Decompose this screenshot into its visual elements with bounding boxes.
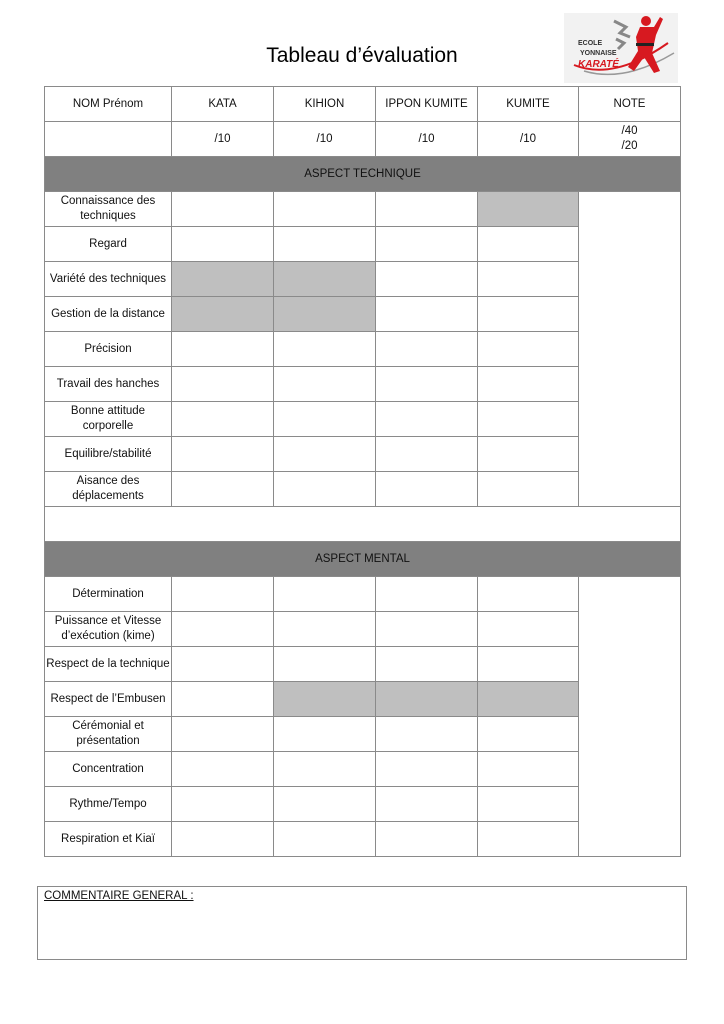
- name-input-cell[interactable]: [45, 122, 172, 157]
- score-cell-kihion[interactable]: [274, 577, 376, 612]
- score-cell-kata[interactable]: [172, 647, 274, 682]
- score-cell-kumite[interactable]: [478, 437, 579, 472]
- criterion-label: Travail des hanches: [45, 367, 172, 402]
- score-cell-kata[interactable]: [172, 437, 274, 472]
- score-cell-kihion[interactable]: [274, 472, 376, 507]
- score-cell-disabled-kumite: [478, 192, 579, 227]
- score-cell-kumite[interactable]: [478, 577, 579, 612]
- score-cell-kata[interactable]: [172, 752, 274, 787]
- score-cell-ippon-kumite[interactable]: [376, 192, 478, 227]
- score-cell-kihion[interactable]: [274, 437, 376, 472]
- score-cell-kata[interactable]: [172, 787, 274, 822]
- svg-text:YONNAISE: YONNAISE: [580, 50, 617, 57]
- criterion-label: Equilibre/stabilité: [45, 437, 172, 472]
- header-row: [45, 87, 681, 122]
- header-ippon-kumite: IPPON KUMITE: [376, 87, 478, 122]
- evaluation-table: [44, 86, 681, 857]
- score-cell-disabled-kata: [172, 262, 274, 297]
- score-cell-kumite[interactable]: [478, 787, 579, 822]
- section-note-cell[interactable]: [579, 192, 681, 507]
- note-scale-20: /20: [621, 140, 638, 152]
- criterion-label: Détermination: [45, 577, 172, 612]
- spacer-cell: [45, 507, 681, 542]
- club-logo: [564, 13, 678, 83]
- score-cell-kata[interactable]: [172, 577, 274, 612]
- score-cell-kihion[interactable]: [274, 612, 376, 647]
- scale-kumite: /10: [478, 122, 579, 157]
- criterion-label: Concentration: [45, 752, 172, 787]
- score-cell-kumite[interactable]: [478, 472, 579, 507]
- score-cell-ippon-kumite[interactable]: [376, 367, 478, 402]
- score-cell-kumite[interactable]: [478, 647, 579, 682]
- score-cell-disabled-kata: [172, 297, 274, 332]
- score-cell-kihion[interactable]: [274, 752, 376, 787]
- header-note: NOTE: [579, 87, 681, 122]
- criterion-label: Respect de la technique: [45, 647, 172, 682]
- score-cell-kihion[interactable]: [274, 717, 376, 752]
- score-cell-kata[interactable]: [172, 717, 274, 752]
- scale-ippon-kumite: /10: [376, 122, 478, 157]
- score-cell-kata[interactable]: [172, 192, 274, 227]
- score-cell-ippon-kumite[interactable]: [376, 612, 478, 647]
- score-cell-kihion[interactable]: [274, 647, 376, 682]
- header-kumite: KUMITE: [478, 87, 579, 122]
- score-cell-kata[interactable]: [172, 822, 274, 857]
- score-cell-kata[interactable]: [172, 682, 274, 717]
- score-cell-kihion[interactable]: [274, 787, 376, 822]
- general-comment-box[interactable]: [37, 886, 687, 960]
- spacer-row: [45, 507, 681, 542]
- criterion-label: Précision: [45, 332, 172, 367]
- score-cell-ippon-kumite[interactable]: [376, 437, 478, 472]
- score-cell-ippon-kumite[interactable]: [376, 402, 478, 437]
- score-cell-kihion[interactable]: [274, 367, 376, 402]
- score-cell-kata[interactable]: [172, 402, 274, 437]
- score-cell-kumite[interactable]: [478, 717, 579, 752]
- score-cell-kata[interactable]: [172, 612, 274, 647]
- scale-note: [579, 122, 681, 157]
- score-cell-disabled-ippon-kumite: [376, 682, 478, 717]
- general-comment-label: COMMENTAIRE GENERAL :: [44, 890, 194, 902]
- score-cell-ippon-kumite[interactable]: [376, 297, 478, 332]
- criterion-label: Aisance des déplacements: [45, 472, 172, 507]
- score-cell-kumite[interactable]: [478, 367, 579, 402]
- score-cell-ippon-kumite[interactable]: [376, 822, 478, 857]
- criterion-label: Rythme/Tempo: [45, 787, 172, 822]
- criterion-label: Respect de l’Embusen: [45, 682, 172, 717]
- score-cell-disabled-kihion: [274, 262, 376, 297]
- criterion-label: Bonne attitude corporelle: [45, 402, 172, 437]
- note-scale-40: /40: [621, 125, 638, 137]
- section-header-row: [45, 157, 681, 192]
- section-header-row: [45, 542, 681, 577]
- score-cell-kata[interactable]: [172, 227, 274, 262]
- svg-text:ECOLE: ECOLE: [578, 40, 603, 47]
- page-title: Tableau d’évaluation: [266, 44, 458, 67]
- scale-kata: /10: [172, 122, 274, 157]
- header-kihion: KIHION: [274, 87, 376, 122]
- score-cell-ippon-kumite[interactable]: [376, 787, 478, 822]
- score-cell-kumite[interactable]: [478, 822, 579, 857]
- scale-row: [45, 122, 681, 157]
- score-cell-ippon-kumite[interactable]: [376, 752, 478, 787]
- svg-text:KARATÉ: KARATÉ: [578, 59, 619, 70]
- score-cell-kihion[interactable]: [274, 192, 376, 227]
- section-title: ASPECT MENTAL: [45, 542, 681, 577]
- criterion-label: Regard: [45, 227, 172, 262]
- score-cell-kumite[interactable]: [478, 752, 579, 787]
- header-kata: KATA: [172, 87, 274, 122]
- criterion-row: [45, 192, 681, 227]
- criterion-label: Respiration et Kiaï: [45, 822, 172, 857]
- score-cell-disabled-kumite: [478, 682, 579, 717]
- scale-kihion: /10: [274, 122, 376, 157]
- score-cell-kihion[interactable]: [274, 227, 376, 262]
- score-cell-kumite[interactable]: [478, 227, 579, 262]
- section-title: ASPECT TECHNIQUE: [45, 157, 681, 192]
- score-cell-kata[interactable]: [172, 367, 274, 402]
- score-cell-kihion[interactable]: [274, 402, 376, 437]
- score-cell-kihion[interactable]: [274, 332, 376, 367]
- karate-logo-icon: [564, 13, 678, 83]
- score-cell-kumite[interactable]: [478, 612, 579, 647]
- criterion-label: Cérémonial et présentation: [45, 717, 172, 752]
- score-cell-disabled-kihion: [274, 297, 376, 332]
- criterion-label: Puissance et Vitesse d’exécution (kime): [45, 612, 172, 647]
- header-nom-prenom: NOM Prénom: [45, 87, 172, 122]
- score-cell-kumite[interactable]: [478, 262, 579, 297]
- score-cell-ippon-kumite[interactable]: [376, 332, 478, 367]
- criterion-row: [45, 577, 681, 612]
- score-cell-kata[interactable]: [172, 472, 274, 507]
- score-cell-kumite[interactable]: [478, 297, 579, 332]
- score-cell-disabled-kihion: [274, 682, 376, 717]
- criterion-label: Gestion de la distance: [45, 297, 172, 332]
- score-cell-kata[interactable]: [172, 332, 274, 367]
- score-cell-ippon-kumite[interactable]: [376, 577, 478, 612]
- score-cell-ippon-kumite[interactable]: [376, 647, 478, 682]
- section-note-cell[interactable]: [579, 577, 681, 857]
- score-cell-kumite[interactable]: [478, 402, 579, 437]
- score-cell-kumite[interactable]: [478, 332, 579, 367]
- criterion-label: Connaissance des techniques: [45, 192, 172, 227]
- criterion-label: Variété des techniques: [45, 262, 172, 297]
- score-cell-ippon-kumite[interactable]: [376, 227, 478, 262]
- score-cell-ippon-kumite[interactable]: [376, 472, 478, 507]
- score-cell-kihion[interactable]: [274, 822, 376, 857]
- score-cell-ippon-kumite[interactable]: [376, 262, 478, 297]
- score-cell-ippon-kumite[interactable]: [376, 717, 478, 752]
